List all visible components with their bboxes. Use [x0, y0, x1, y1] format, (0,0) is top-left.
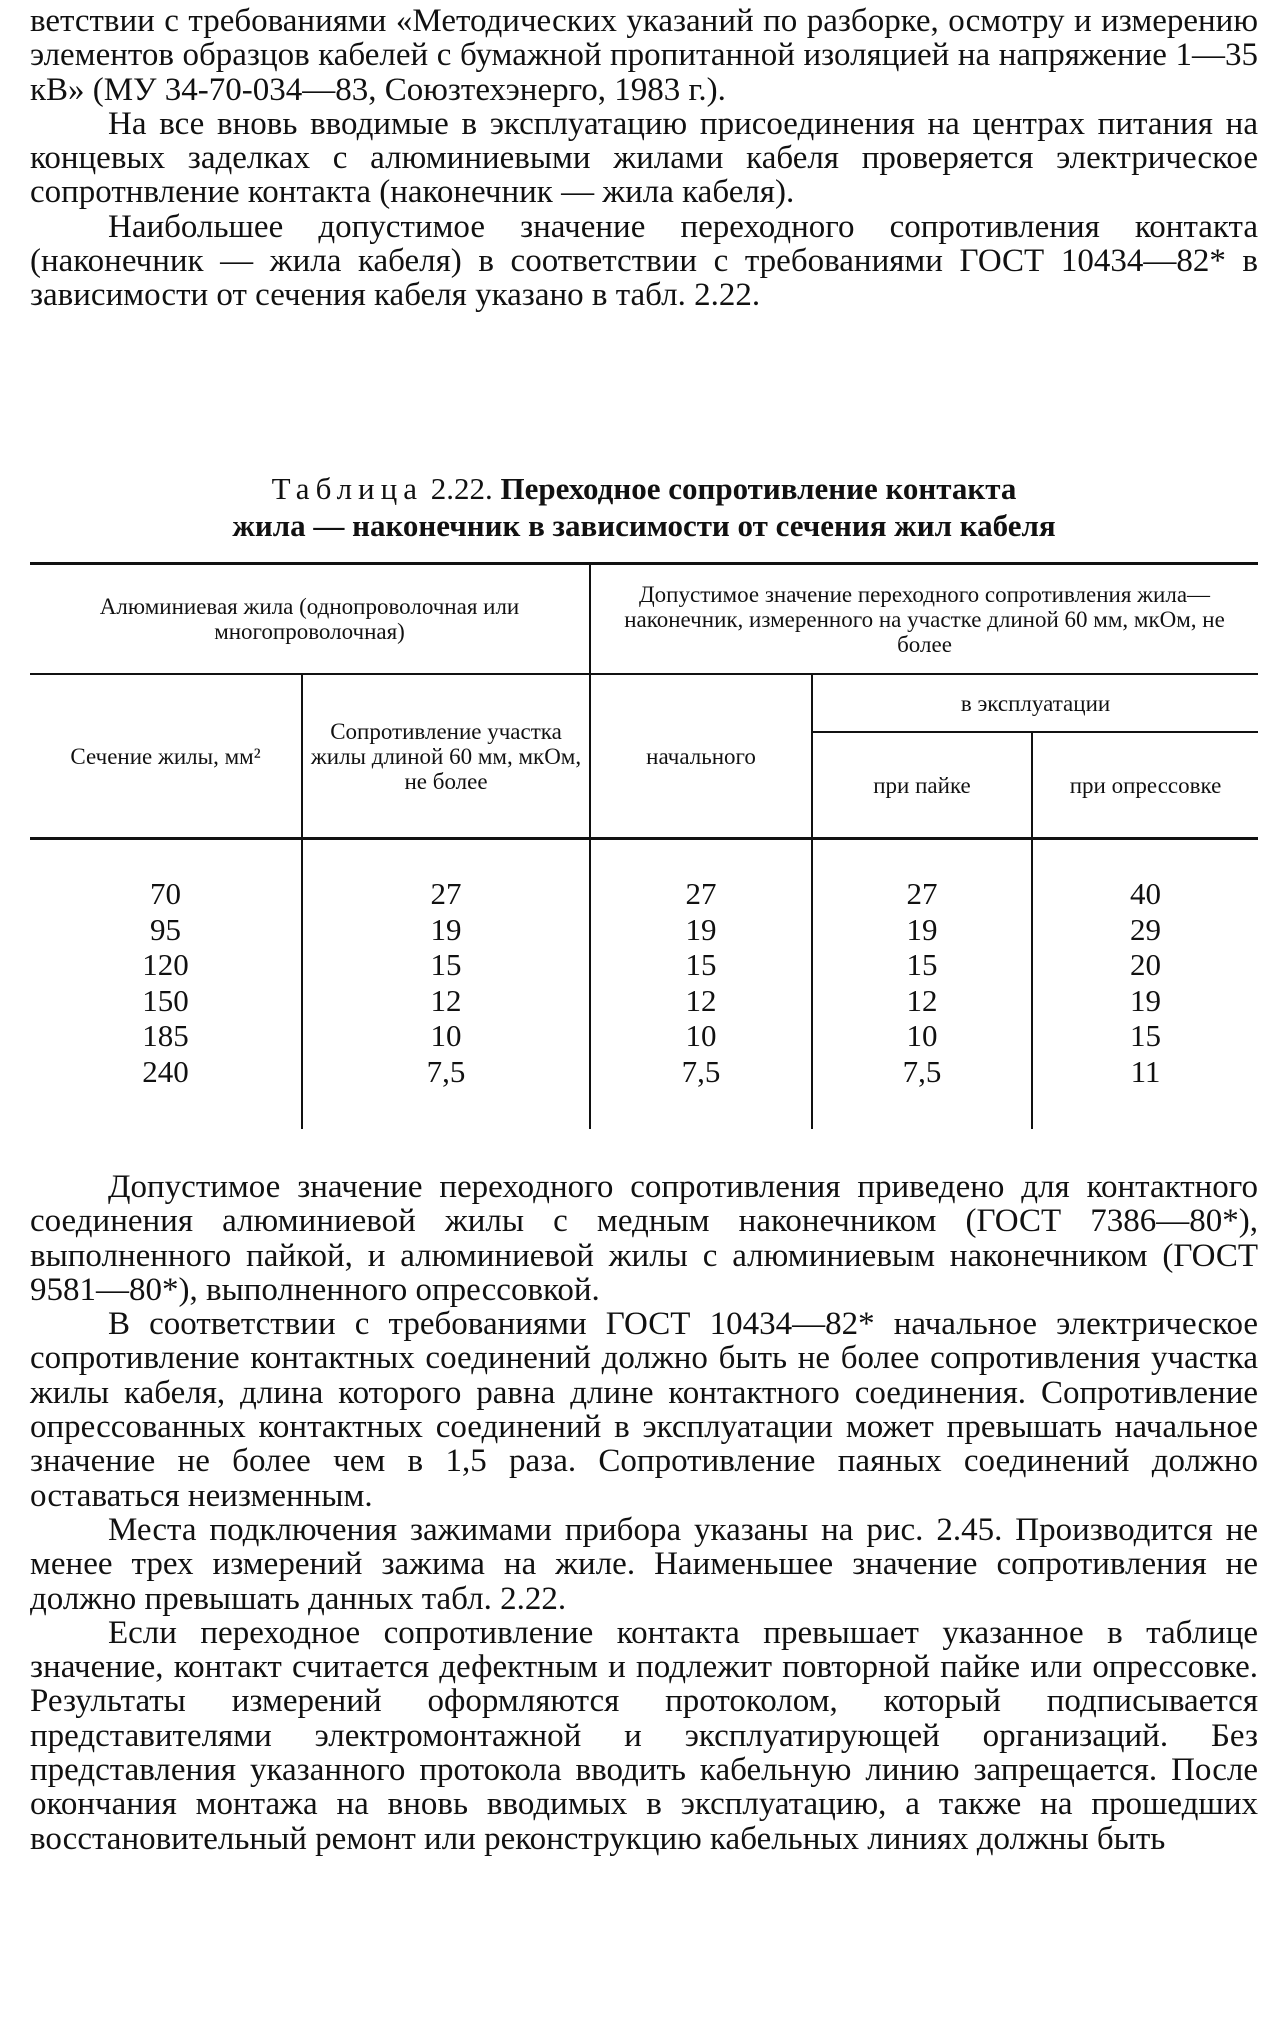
cell-section: 95: [30, 912, 302, 948]
table-row: [30, 839, 1258, 912]
header-group-aluminium: Алюминиевая жила (однопроволочная или многопроволочная): [30, 564, 590, 675]
paragraph: Допустимое значение переходного сопротивления приведено для контактного соединения алюминиевой жилы с медным наконечником (ГОСТ 7386—80*), выполненного пайкой, и алюминиевой жилы с алюминиевым наконечником (ГОСТ 9581—80*), выполненного опрессовкой.: [30, 1169, 1258, 1308]
cell-resistance: 10: [302, 1018, 590, 1054]
cell-resistance: 12: [302, 983, 590, 1019]
header-initial: начального: [590, 674, 812, 839]
cell-crimp: 19: [1130, 982, 1162, 1018]
table-caption-title-line2: жила — наконечник в зависимости от сечения жил кабеля: [232, 508, 1056, 543]
header-solder: при пайке: [812, 732, 1032, 839]
cell-initial: 27: [590, 839, 812, 912]
header-crimp: при опрессовке: [1032, 732, 1258, 839]
resistance-table-wrap: [30, 562, 1258, 1129]
table-caption: [30, 470, 1258, 544]
paragraph: В соответствии с требованиями ГОСТ 10434—82* начальное электрическое сопротивление контактных соединений должно быть не более сопротивления участка жилы кабеля, длина которого равна длине контактного соединения. Сопротивление опрессованных контактных соединений в эксплуатации может превышать начальное значение не более чем в 1,5 раза. Сопротивление паяных соединений должно оставаться неизменным.: [30, 1306, 1258, 1514]
table-row: [30, 1018, 1258, 1054]
bottom-text-block: [30, 1170, 1258, 1856]
top-text-block: [30, 4, 1258, 313]
resistance-table: [30, 562, 1258, 1129]
cell-initial: 7,5: [590, 1054, 812, 1130]
cell-crimp: 29: [1130, 911, 1162, 947]
table-row: [30, 947, 1258, 983]
cell-resistance: 19: [302, 912, 590, 948]
cell-section: 185: [30, 1018, 302, 1054]
table-row: [30, 1054, 1258, 1130]
header-resistance: Сопротивление участка жилы длиной 60 мм, мкОм, не более: [302, 674, 590, 839]
cell-initial: 15: [590, 947, 812, 983]
cell-initial: 19: [590, 912, 812, 948]
cell-section: 150: [30, 983, 302, 1019]
cell-crimp: 11: [1130, 1053, 1161, 1089]
cell-section: 240: [30, 1054, 302, 1130]
header-section: Сечение жилы, мм²: [30, 674, 302, 839]
cell-resistance: 7,5: [302, 1054, 590, 1130]
cell-crimp: 20: [1130, 947, 1162, 982]
cell-solder: 10: [812, 1018, 1032, 1054]
header-group-permissible: Допустимое значение переходного сопротивления жила—наконечник, измеренного на участке длиной 60 мм, мкОм, не более: [590, 564, 1258, 675]
cell-crimp: 15: [1130, 1018, 1162, 1053]
paragraph: На все вновь вводимые в эксплуатацию присоединения на центрах питания на концевых заделках с алюминиевыми жилами кабеля проверяется электрическое сопротнвление контакта (наконечник — жила кабеля).: [30, 105, 1258, 211]
paragraph: Наибольшее допустимое значение переходного сопротивления контакта (наконечник — жила кабеля) в соответствии с требованиями ГОСТ 10434—82* в зависимости от сечения кабеля указано в табл. 2.22.: [30, 208, 1258, 314]
paragraph: Если переходное сопротивление контакта превышает указанное в таблице значение, контакт считается дефектным и подлежит повторной пайке или опрессовке. Результаты измерений оформляются протоколом, который подписывается представителями электромонтажной и эксплуатирующей организаций. Без представления указанного протокола вводить кабельную линию запрещается. После окончания монтажа на вновь вводимых в эксплуатацию, а также на прошедших восстановительный ремонт или реконструкцию кабельных линиях должны быть: [30, 1614, 1258, 1857]
header-operation: в эксплуатации: [812, 674, 1258, 732]
cell-initial: 12: [590, 983, 812, 1019]
paragraph: Места подключения зажимами прибора указаны на рис. 2.45. Производится не менее трех измерений зажима на жиле. Наименьшее значение сопротивления не должно превышать данных табл. 2.22.: [30, 1511, 1258, 1617]
cell-solder: 15: [812, 947, 1032, 983]
table-caption-title-line1: Переходное сопротивление контакта: [500, 471, 1017, 506]
cell-solder: 7,5: [812, 1054, 1032, 1130]
table-caption-label: Таблица: [271, 471, 423, 506]
table-row: [30, 983, 1258, 1019]
cell-section: 70: [30, 839, 302, 912]
cell-initial: 10: [590, 1018, 812, 1054]
table-row: [30, 912, 1258, 948]
cell-resistance: 27: [302, 839, 590, 912]
paragraph: ветствии с требованиями «Методических указаний по разборке, осмотру и измерению элементов образцов кабелей с бумажной пропитанной изоляцией на напряжение 1—35 кВ» (МУ 34-70-034—83, Союзтехэнерго, 1983 г.).: [30, 3, 1258, 108]
table-caption-number: 2.22.: [430, 471, 493, 506]
cell-solder: 12: [812, 983, 1032, 1019]
cell-section: 120: [30, 947, 302, 983]
table-body: [30, 839, 1258, 1130]
cell-solder: 19: [812, 912, 1032, 948]
cell-crimp: 40: [1130, 876, 1162, 911]
cell-solder: 27: [812, 839, 1032, 912]
cell-resistance: 15: [302, 947, 590, 983]
